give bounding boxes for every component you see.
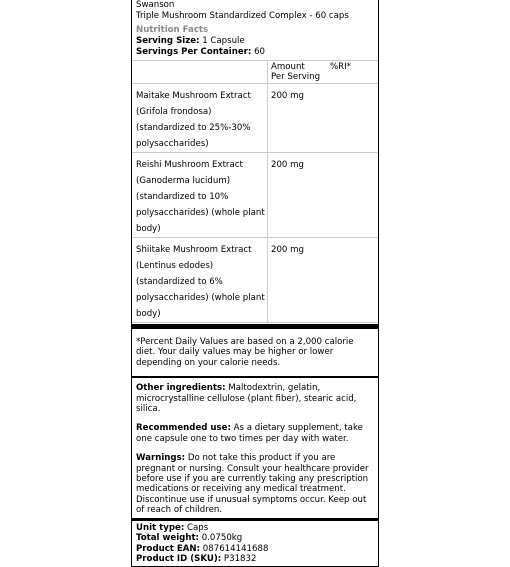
- ingredient-line: Maitake Mushroom Extract: [136, 91, 251, 101]
- product-name: Triple Mushroom Standardized Complex - 60 caps: [136, 11, 349, 21]
- ingredient-line: body): [136, 309, 161, 319]
- header-amount: [268, 61, 328, 84]
- recommended-use: [136, 423, 374, 444]
- ingredient-name-cell: [132, 238, 268, 323]
- serving-size-value: 1 Capsule: [199, 36, 245, 46]
- header-amount-line1: Amount: [271, 62, 305, 72]
- recommended-use-label: Recommended use:: [136, 423, 231, 434]
- product-id-label: Product ID (SKU):: [136, 554, 222, 565]
- ingredient-ri: [327, 153, 378, 238]
- label-header: [132, 0, 378, 58]
- ingredient-row: [132, 84, 378, 153]
- header-ri: %RI*: [327, 61, 378, 84]
- product-ean-value: 087614141688: [200, 543, 269, 554]
- product-ean: [136, 544, 374, 555]
- facts-table-header: [132, 61, 378, 84]
- warnings: [136, 453, 374, 515]
- servings-label: Servings Per Container:: [136, 47, 252, 57]
- ingredient-amount: [268, 238, 328, 323]
- ingredient-line: (Ganoderma lucidum): [136, 176, 231, 186]
- product-info: [132, 521, 378, 565]
- ingredient-line: (Grifola frondosa): [136, 107, 212, 117]
- ingredient-line: (standardized to 10%: [136, 192, 229, 202]
- header-amount-line2: Per Serving: [271, 72, 321, 82]
- ingredient-line: body): [136, 224, 161, 234]
- servings-per-container: [136, 47, 374, 58]
- ingredient-line: polysaccharides): [136, 139, 209, 149]
- total-weight: [136, 533, 374, 544]
- product-id-value: P31832: [221, 554, 257, 565]
- brand-name: Swanson: [136, 0, 175, 10]
- ingredient-line: polysaccharides) (whole plant: [136, 208, 265, 218]
- product-id: [136, 554, 374, 565]
- ingredient-amount: [268, 153, 328, 238]
- warnings-label: Warnings:: [136, 453, 186, 464]
- facts-table: [132, 60, 378, 323]
- other-ingredients: [136, 383, 374, 414]
- ingredient-amount-value: 200 mg: [271, 245, 304, 255]
- ingredient-line: polysaccharides) (whole plant: [136, 293, 265, 303]
- unit-type-label: Unit type:: [136, 522, 185, 533]
- unit-type: [136, 523, 374, 534]
- ingredient-line: (standardized to 25%-30%: [136, 123, 251, 133]
- supplement-facts-label: [131, 0, 379, 567]
- ingredient-name-cell: [132, 84, 268, 153]
- ingredient-row: [132, 153, 378, 238]
- total-weight-label: Total weight:: [136, 533, 199, 544]
- other-info: [132, 378, 378, 515]
- header-blank-cell: [132, 61, 268, 84]
- ingredient-amount: [268, 84, 328, 153]
- facts-title: Nutrition Facts: [136, 25, 209, 35]
- ingredient-amount-value: 200 mg: [271, 160, 304, 170]
- ingredient-name-cell: [132, 153, 268, 238]
- warnings-text: Do not take this product if you are pregnant or nursing. Consult your healthcare provider before use if you are currently taking any prescription medications or receiving any medical treatment. Discontinue use if unusual symptoms occur. Keep out of reach of children.: [136, 453, 369, 516]
- servings-value: 60: [251, 47, 266, 57]
- daily-value-note: *Percent Daily Values are based on a 2,000 calorie diet. Your daily values may be higher or lower depending on your calorie needs.: [136, 337, 354, 368]
- other-ingredients-text: Maltodextrin, gelatin, microcrystalline cellulose (plant fiber), stearic acid, silica.: [136, 383, 357, 415]
- ingredient-line: (standardized to 6%: [136, 277, 223, 287]
- ingredient-line: Reishi Mushroom Extract: [136, 160, 243, 170]
- unit-type-value: Caps: [184, 522, 209, 533]
- ingredient-ri: [327, 238, 378, 323]
- product-ean-label: Product EAN:: [136, 543, 201, 554]
- ingredient-line: (Lentinus edodes): [136, 261, 214, 271]
- ingredient-line: Shiitake Mushroom Extract: [136, 245, 252, 255]
- total-weight-value: 0.0750kg: [199, 533, 243, 544]
- ingredient-amount-value: 200 mg: [271, 91, 304, 101]
- ingredient-ri: [327, 84, 378, 153]
- ingredient-row: [132, 238, 378, 323]
- serving-size: [136, 36, 374, 47]
- other-ingredients-label: Other ingredients:: [136, 383, 226, 394]
- serving-size-label: Serving Size:: [136, 36, 200, 46]
- recommended-use-text: As a dietary supplement, take one capsule one to two times per day with water.: [136, 423, 363, 444]
